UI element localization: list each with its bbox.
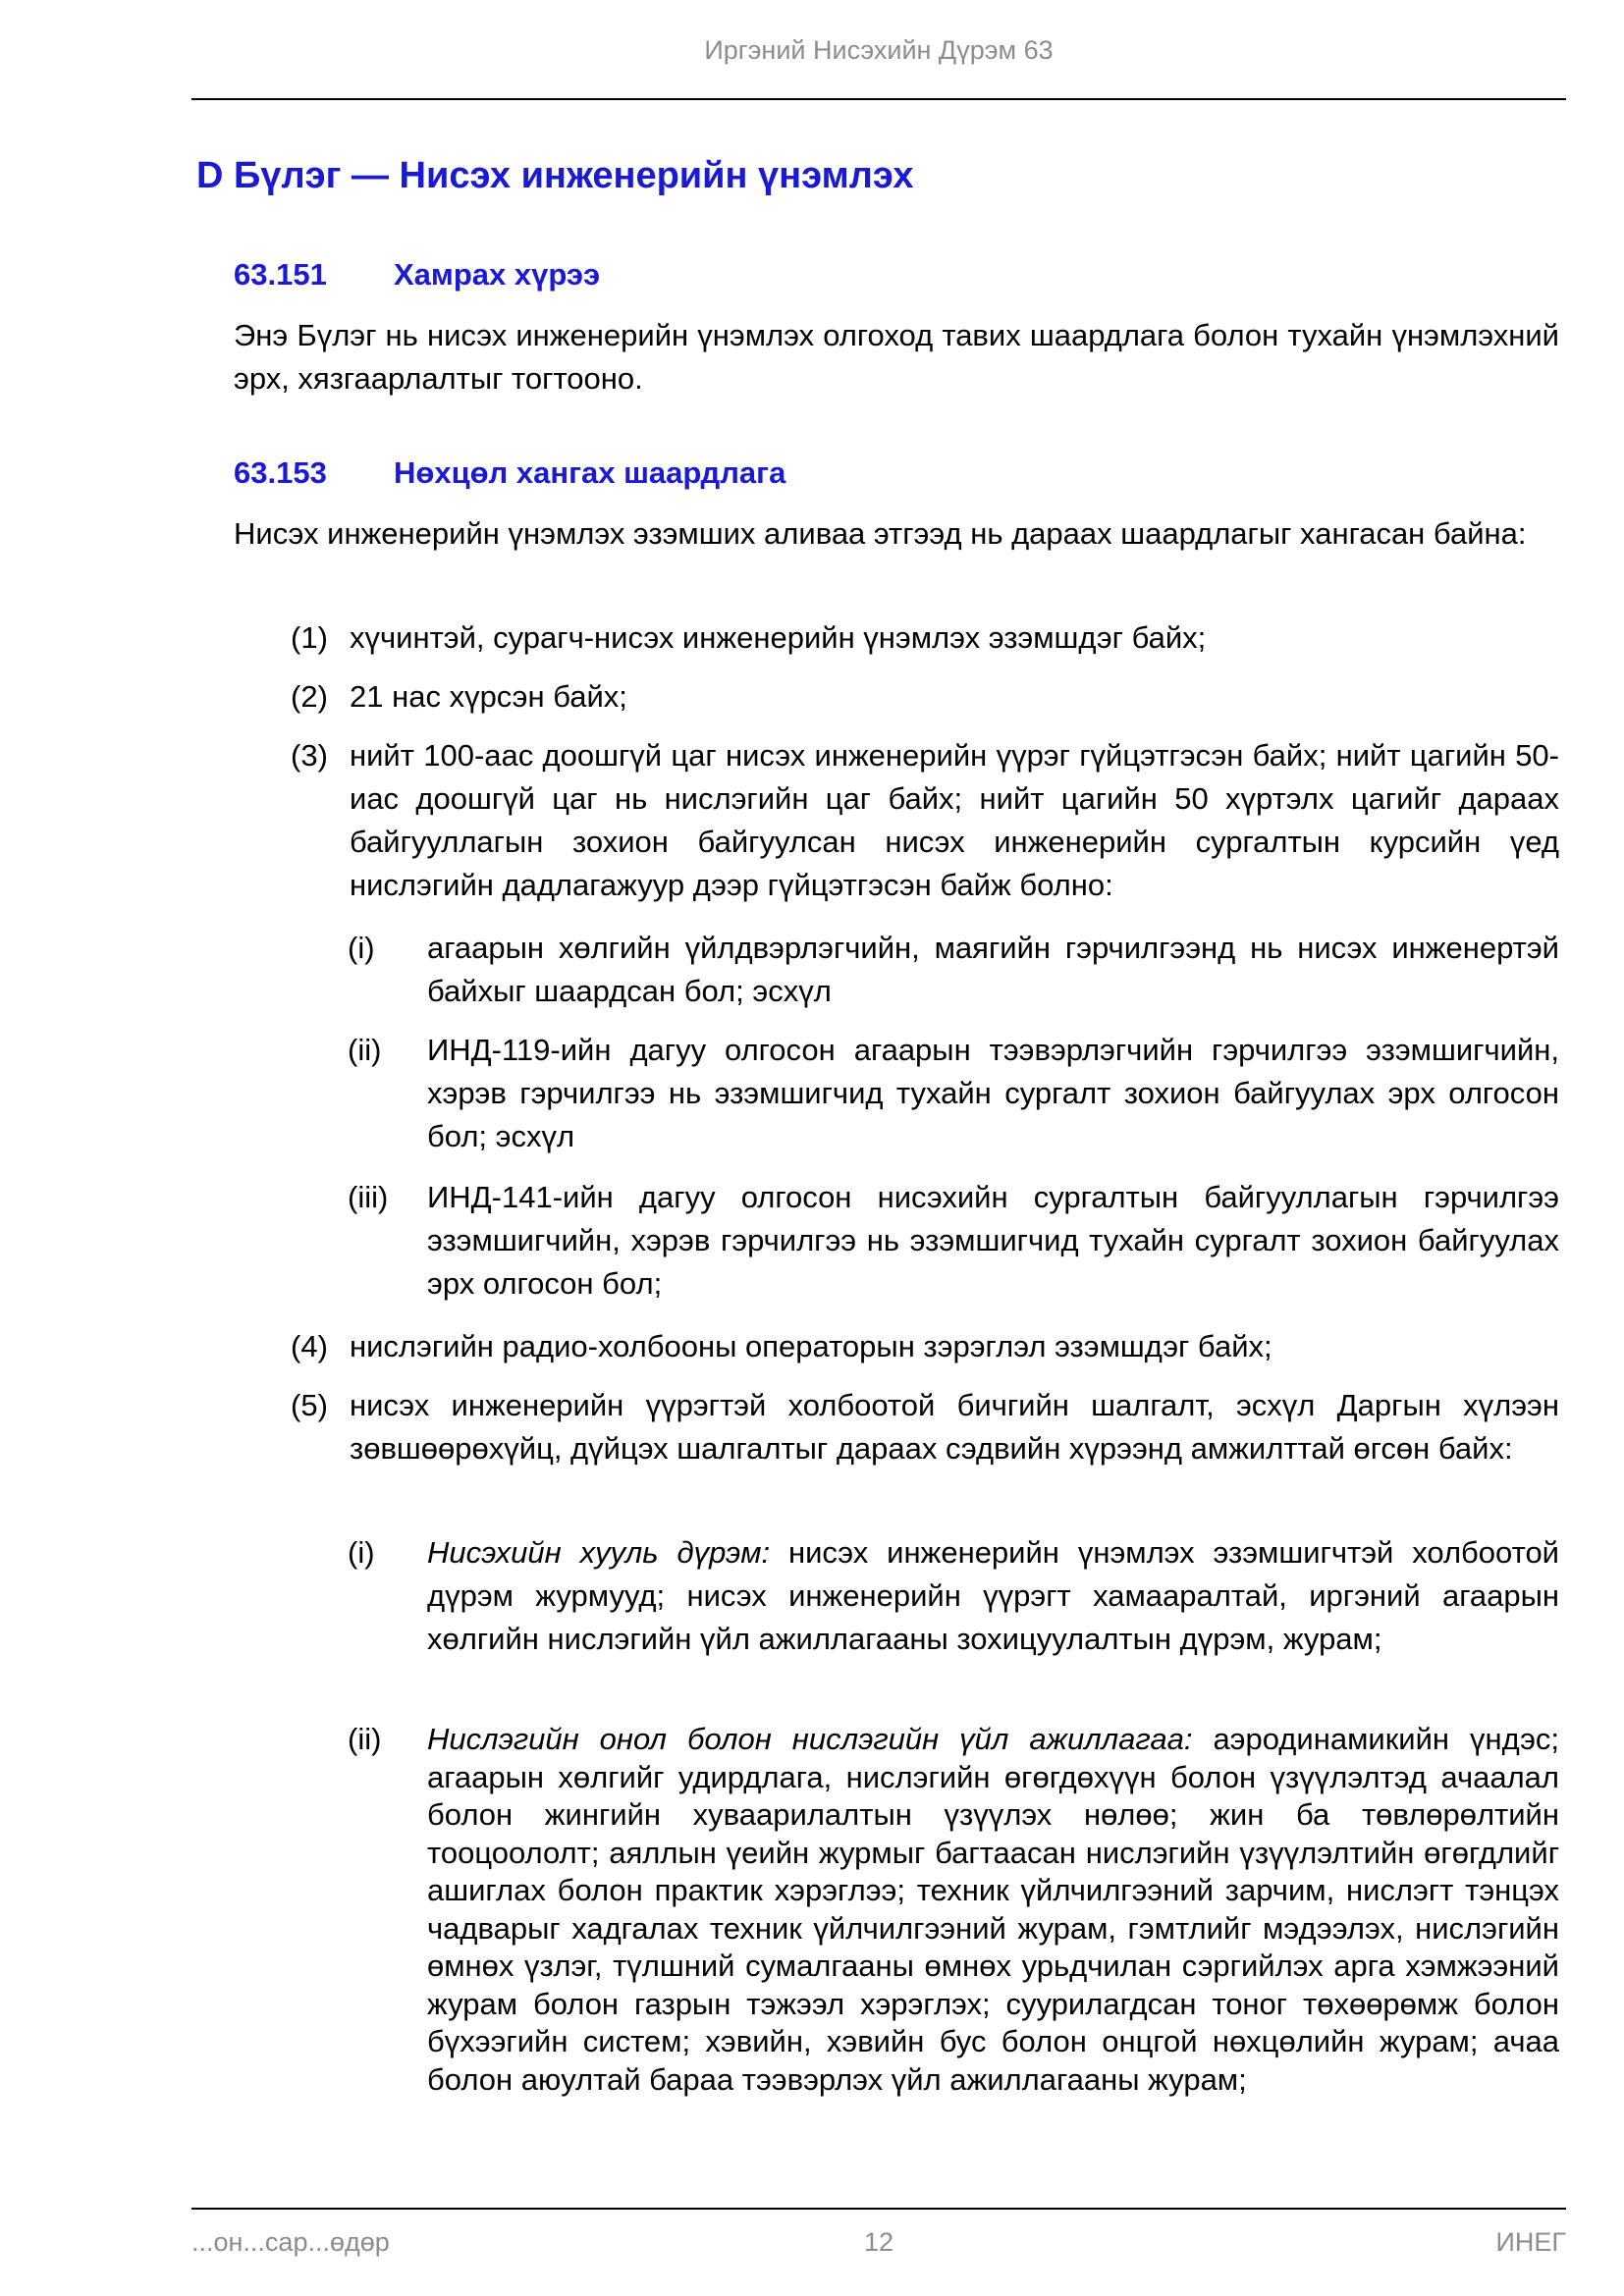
sub-item-text: агаарын хөлгийн үйлдвэрлэгчийн, маягийн гэрчилгээнд нь нисэх инженертэй байхыг шаардсан бол; эсхүл [427,931,1559,1008]
list-item-label: (2) [291,679,328,714]
sub-item-label: (iii) [348,1180,389,1214]
section-paragraph: Нисэх инженерийн үнэмлэх эзэмших аливаа этгээд нь дараах шаардлагыг хангасан байна: [234,516,1527,551]
sub-item-text: нисэх инженерийн үнэмлэх эзэмшигчтэй холбоотой дүрэм журмууд; нисэх инженерийн үүрэгт хамааралтай, иргэний агаарын хөлгийн нислэгийн үйл ажиллагааны зохицуулалтын дүрэм, журам; [427,1535,1560,1656]
section-title: Нөхцөл хангах шаардлага [394,455,786,490]
section-title: Хамрах хүрээ [394,257,601,292]
sub-item-text: ИНД-141-ийн дагуу олгосон нисэхийн сургалтын байгууллагын гэрчилгээ эзэмшигчийн, хэрэв гэрчилгээ нь эзэмшигчид тухайн сургалт зохион байгуулах эрх олгосон бол; [427,1180,1559,1301]
sub-item-label: (i) [348,931,375,965]
list-item-text: нислэгийн радио-холбооны операторын зэрэглэл эзэмшдэг байх; [350,1329,1272,1363]
sub-item-term: Нисэхийн хууль дүрэм: [427,1535,771,1570]
section-heading [234,455,785,491]
list-item-text: хүчинтэй, сурагч-нисэх инженерийн үнэмлэх эзэмшдэг байх; [350,620,1207,655]
sub-list-item [348,1531,1559,1661]
list-item [291,675,1559,719]
list-item [291,734,1559,907]
sub-list-item [348,1176,1559,1306]
list-item-text: 21 нас хүрсэн байх; [350,679,627,714]
footer-org: ИНЕГ [1495,2227,1566,2257]
list-item-text: нийт 100-аас доошгүй цаг нисэх инженерийн үүрэг гүйцэтгэсэн байх; нийт цагийн 50-иас доошгүй цаг нь нислэгийн цаг байх; нийт цагийн 50 хүртэлх цагийг дараах байгууллагын зохион байгуулсан нисэх инженерийн сургалтын курсийн үед нислэгийн дадлагажуур дээр гүйцэтгэсэн байж болно: [350,738,1559,902]
footer-rule [191,2208,1566,2210]
chapter-title: D Бүлэг — Нисэх инженерийн үнэмлэх [196,155,914,196]
section-number: 63.151 [234,257,327,292]
list-item [291,616,1559,660]
sub-item-label: (ii) [348,1033,382,1067]
list-item [291,1325,1559,1368]
section-paragraph: Энэ Бүлэг нь нисэх инженерийн үнэмлэх олгоход тавих шаардлага болон тухайн үнэмлэхний эрх, хязгаарлалтыг тогтооно. [234,318,1559,396]
page-number: 12 [863,2227,894,2257]
footer-date: ...он...сар...өдөр [191,2227,390,2257]
page-header: Иргэний Нисэхийн Дүрэм 63 [704,35,1054,65]
sub-item-label: (i) [348,1535,375,1570]
list-item [291,1384,1559,1470]
list-item-label: (5) [291,1388,328,1422]
list-item-text: нисэх инженерийн үүрэгтэй холбоотой бичгийн шалгалт, эсхүл Даргын хүлээн зөвшөөрөхүйц, дүйцэх шалгалтыг дараах сэдвийн хүрээнд амжилттай өгсөн байх: [350,1388,1559,1466]
sub-item-text: аэродинамикийн үндэс; агаарын хөлгийг удирдлага, нислэгийн өгөгдөхүүн болон үзүүлэлтэд ачаалал болон жингийн хуваарилалтын үзүүлэх нөлөө; жин ба төвлөрөлтийн тооцоололт; аяллын үеийн журмыг багтаасан нислэгийн үзүүлэлтийн өгөгдлийг ашиглах болон практик хэрэглээ; техник үйлчилгээний зарчим, нислэгт тэнцэх чадварыг хадгалах техник үйлчилгээний журам, гэмтлийг мэдээлэх, нислэгийн өмнөх үзлэг, түлшний сумалгааны өмнөх урьдчилан сэргийлэх арга хэмжээний журам болон газрын тэжээл хэрэглэх; суурилагдсан тоног төхөөрөмж болон бүхээгийн систем; хэвийн, хэвийн бус болон онцгой нөхцөлийн журам; ачаа болон аюултай бараа тээвэрлэх үйл ажиллагааны журам; [427,1722,1559,2097]
sub-list-item [348,1029,1559,1158]
sub-item-term: Нислэгийн онол болон нислэгийн үйл ажиллагаа: [427,1722,1193,1756]
list-item-label: (4) [291,1329,328,1363]
sub-item-label: (ii) [348,1722,382,1756]
list-item-label: (3) [291,738,328,773]
header-rule [191,98,1566,100]
sub-list-item [348,1721,1559,2099]
list-item-label: (1) [291,620,328,655]
sub-list-item [348,927,1559,1013]
section-number: 63.153 [234,455,327,490]
section-heading [234,257,600,293]
sub-item-text: ИНД-119-ийн дагуу олгосон агаарын тээвэрлэгчийн гэрчилгээ эзэмшигчийн, хэрэв гэрчилгээ нь эзэмшигчид тухайн сургалт зохион байгуулах эрх олгосон бол; эсхүл [427,1033,1559,1153]
